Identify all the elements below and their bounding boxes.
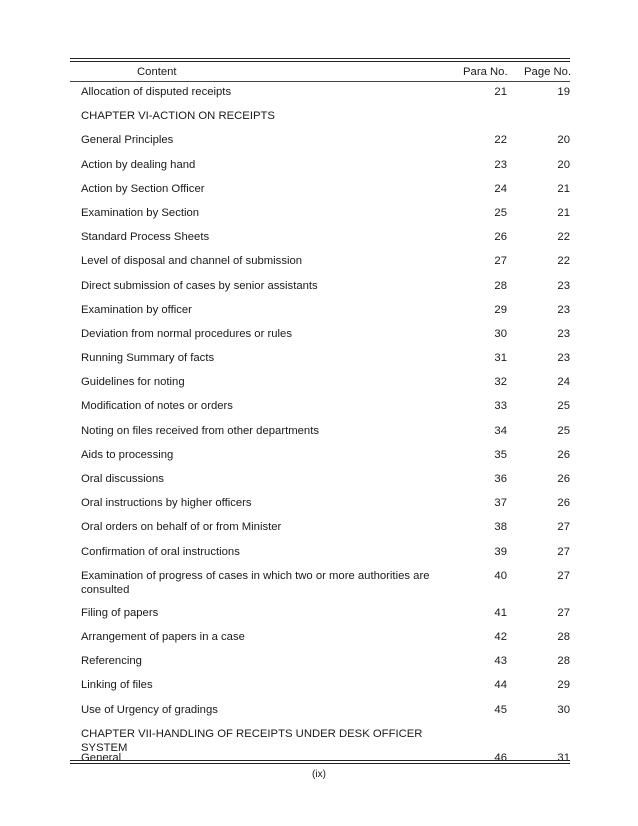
entry-page-no: 27 [557, 545, 570, 558]
entry-para-no: 38 [494, 521, 507, 534]
table-row [0, 444, 638, 468]
entry-page-no: 21 [557, 206, 570, 219]
entry-page-no: 27 [557, 521, 570, 534]
entry-para-no: 40 [494, 569, 507, 582]
entry-title: Filing of papers [81, 606, 159, 619]
entry-para-no: 28 [494, 279, 507, 292]
entry-page-no: 20 [557, 134, 570, 147]
table-bottom-rule-inner [70, 763, 570, 764]
entry-title: Action by dealing hand [81, 158, 196, 171]
table-row [0, 202, 638, 226]
entry-page-no: 27 [557, 606, 570, 619]
entry-title: Arrangement of papers in a case [81, 630, 245, 643]
table-row [0, 468, 638, 492]
table-bottom-rule [70, 760, 570, 761]
entry-page-no: 31 [557, 751, 570, 764]
entry-page-no: 28 [557, 630, 570, 643]
table-row [0, 250, 638, 274]
entry-page-no: 25 [557, 400, 570, 413]
entry-title: Allocation of disputed receipts [81, 86, 232, 98]
entry-title: Use of Urgency of gradings [81, 703, 218, 716]
table-row [0, 541, 638, 565]
table-row [0, 154, 638, 178]
entry-title: Linking of files [81, 679, 153, 692]
entry-title: Standard Process Sheets [81, 231, 210, 244]
entry-page-no: 22 [557, 231, 570, 244]
entry-para-no: 33 [494, 400, 507, 413]
entry-title: CHAPTER VI-ACTION ON RECEIPTS [81, 110, 275, 123]
entry-page-no: 21 [557, 182, 570, 195]
table-row [0, 602, 638, 626]
entry-page-no: 29 [557, 679, 570, 692]
header-para-no: Para No. [463, 66, 508, 78]
entry-page-no: 24 [557, 376, 570, 389]
entry-title: Modification of notes or orders [81, 400, 233, 413]
header-content: Content [137, 66, 177, 78]
entry-title: Level of disposal and channel of submission [81, 255, 303, 268]
entry-para-no: 31 [494, 352, 507, 365]
entry-para-no: 37 [494, 497, 507, 510]
entry-para-no: 25 [494, 206, 507, 219]
entry-page-no: 26 [557, 473, 570, 485]
entry-para-no: 46 [494, 751, 507, 764]
entry-page-no: 28 [557, 655, 570, 668]
table-row [0, 723, 638, 754]
table-row [0, 105, 638, 129]
entry-page-no: 26 [557, 448, 570, 461]
table-row [0, 226, 638, 250]
table-row [0, 747, 638, 771]
entry-title: Examination by Section [81, 206, 200, 219]
entry-para-no: 29 [494, 303, 507, 316]
entry-page-no: 25 [557, 424, 570, 437]
table-row [0, 275, 638, 299]
entry-title: Running Summary of facts [81, 352, 215, 365]
entry-title: General Principles [81, 134, 174, 147]
table-row [0, 516, 638, 540]
entry-para-no: 27 [494, 255, 507, 268]
entry-para-no: 35 [494, 448, 507, 461]
table-top-rule-inner [70, 61, 570, 62]
entry-para-no: 24 [494, 182, 507, 195]
entry-para-no: 26 [494, 231, 507, 244]
entry-page-no: 23 [557, 327, 570, 340]
entry-para-no: 44 [494, 679, 507, 692]
table-row [0, 347, 638, 371]
table-row [0, 371, 638, 395]
entry-title: Confirmation of oral instructions [81, 545, 240, 558]
entry-title: Oral orders on behalf of or from Minister [81, 521, 282, 534]
entry-page-no: 23 [557, 279, 570, 292]
entry-title: Referencing [81, 655, 142, 668]
entry-para-no: 42 [494, 630, 507, 643]
header-page-no: Page No. [524, 66, 572, 78]
entry-para-no: 36 [494, 473, 507, 485]
table-row [0, 178, 638, 202]
entry-title: Oral instructions by higher officers [81, 497, 252, 510]
entry-title: Aids to processing [81, 448, 174, 461]
table-row [0, 129, 638, 153]
entry-title: Deviation from normal procedures or rules [81, 327, 292, 340]
table-row [0, 323, 638, 347]
entry-para-no: 43 [494, 655, 507, 668]
entry-title: Examination of progress of cases in which two or more authorities are consulted [81, 569, 430, 596]
entry-para-no: 21 [494, 86, 507, 98]
entry-page-no: 26 [557, 497, 570, 510]
table-row [0, 674, 638, 698]
entry-page-no: 19 [557, 86, 570, 98]
entry-page-no: 20 [557, 158, 570, 171]
entry-title: Noting on files received from other departments [81, 424, 319, 437]
table-row [0, 699, 638, 723]
entry-title: Action by Section Officer [81, 182, 205, 195]
entry-title: Examination by officer [81, 303, 192, 316]
entry-para-no: 41 [494, 606, 507, 619]
table-row [0, 299, 638, 323]
entry-para-no: 32 [494, 376, 507, 389]
table-row [0, 81, 638, 105]
entry-para-no: 39 [494, 545, 507, 558]
table-row [0, 650, 638, 674]
entry-page-no: 23 [557, 303, 570, 316]
entry-para-no: 30 [494, 327, 507, 340]
entry-title: Guidelines for noting [81, 376, 185, 389]
table-row [0, 565, 638, 602]
table-row [0, 492, 638, 516]
entry-title: CHAPTER VII-HANDLING OF RECEIPTS UNDER DESK OFFICER SYSTEM [81, 727, 423, 754]
entry-para-no: 22 [494, 134, 507, 147]
contents-table [0, 81, 638, 771]
table-row [0, 420, 638, 444]
entry-para-no: 34 [494, 424, 507, 437]
entry-title: Direct submission of cases by senior assistants [81, 279, 318, 292]
entry-page-no: 23 [557, 352, 570, 365]
table-row [0, 626, 638, 650]
entry-para-no: 23 [494, 158, 507, 171]
entry-page-no: 30 [557, 703, 570, 716]
entry-title: Oral discussions [81, 473, 164, 485]
entry-page-no: 22 [557, 255, 570, 268]
entry-page-no: 27 [557, 569, 570, 582]
entry-para-no: 45 [494, 703, 507, 716]
entry-title: General [81, 751, 122, 764]
table-top-rule [70, 58, 570, 59]
page-number: (ix) [312, 769, 326, 780]
table-row [0, 395, 638, 419]
